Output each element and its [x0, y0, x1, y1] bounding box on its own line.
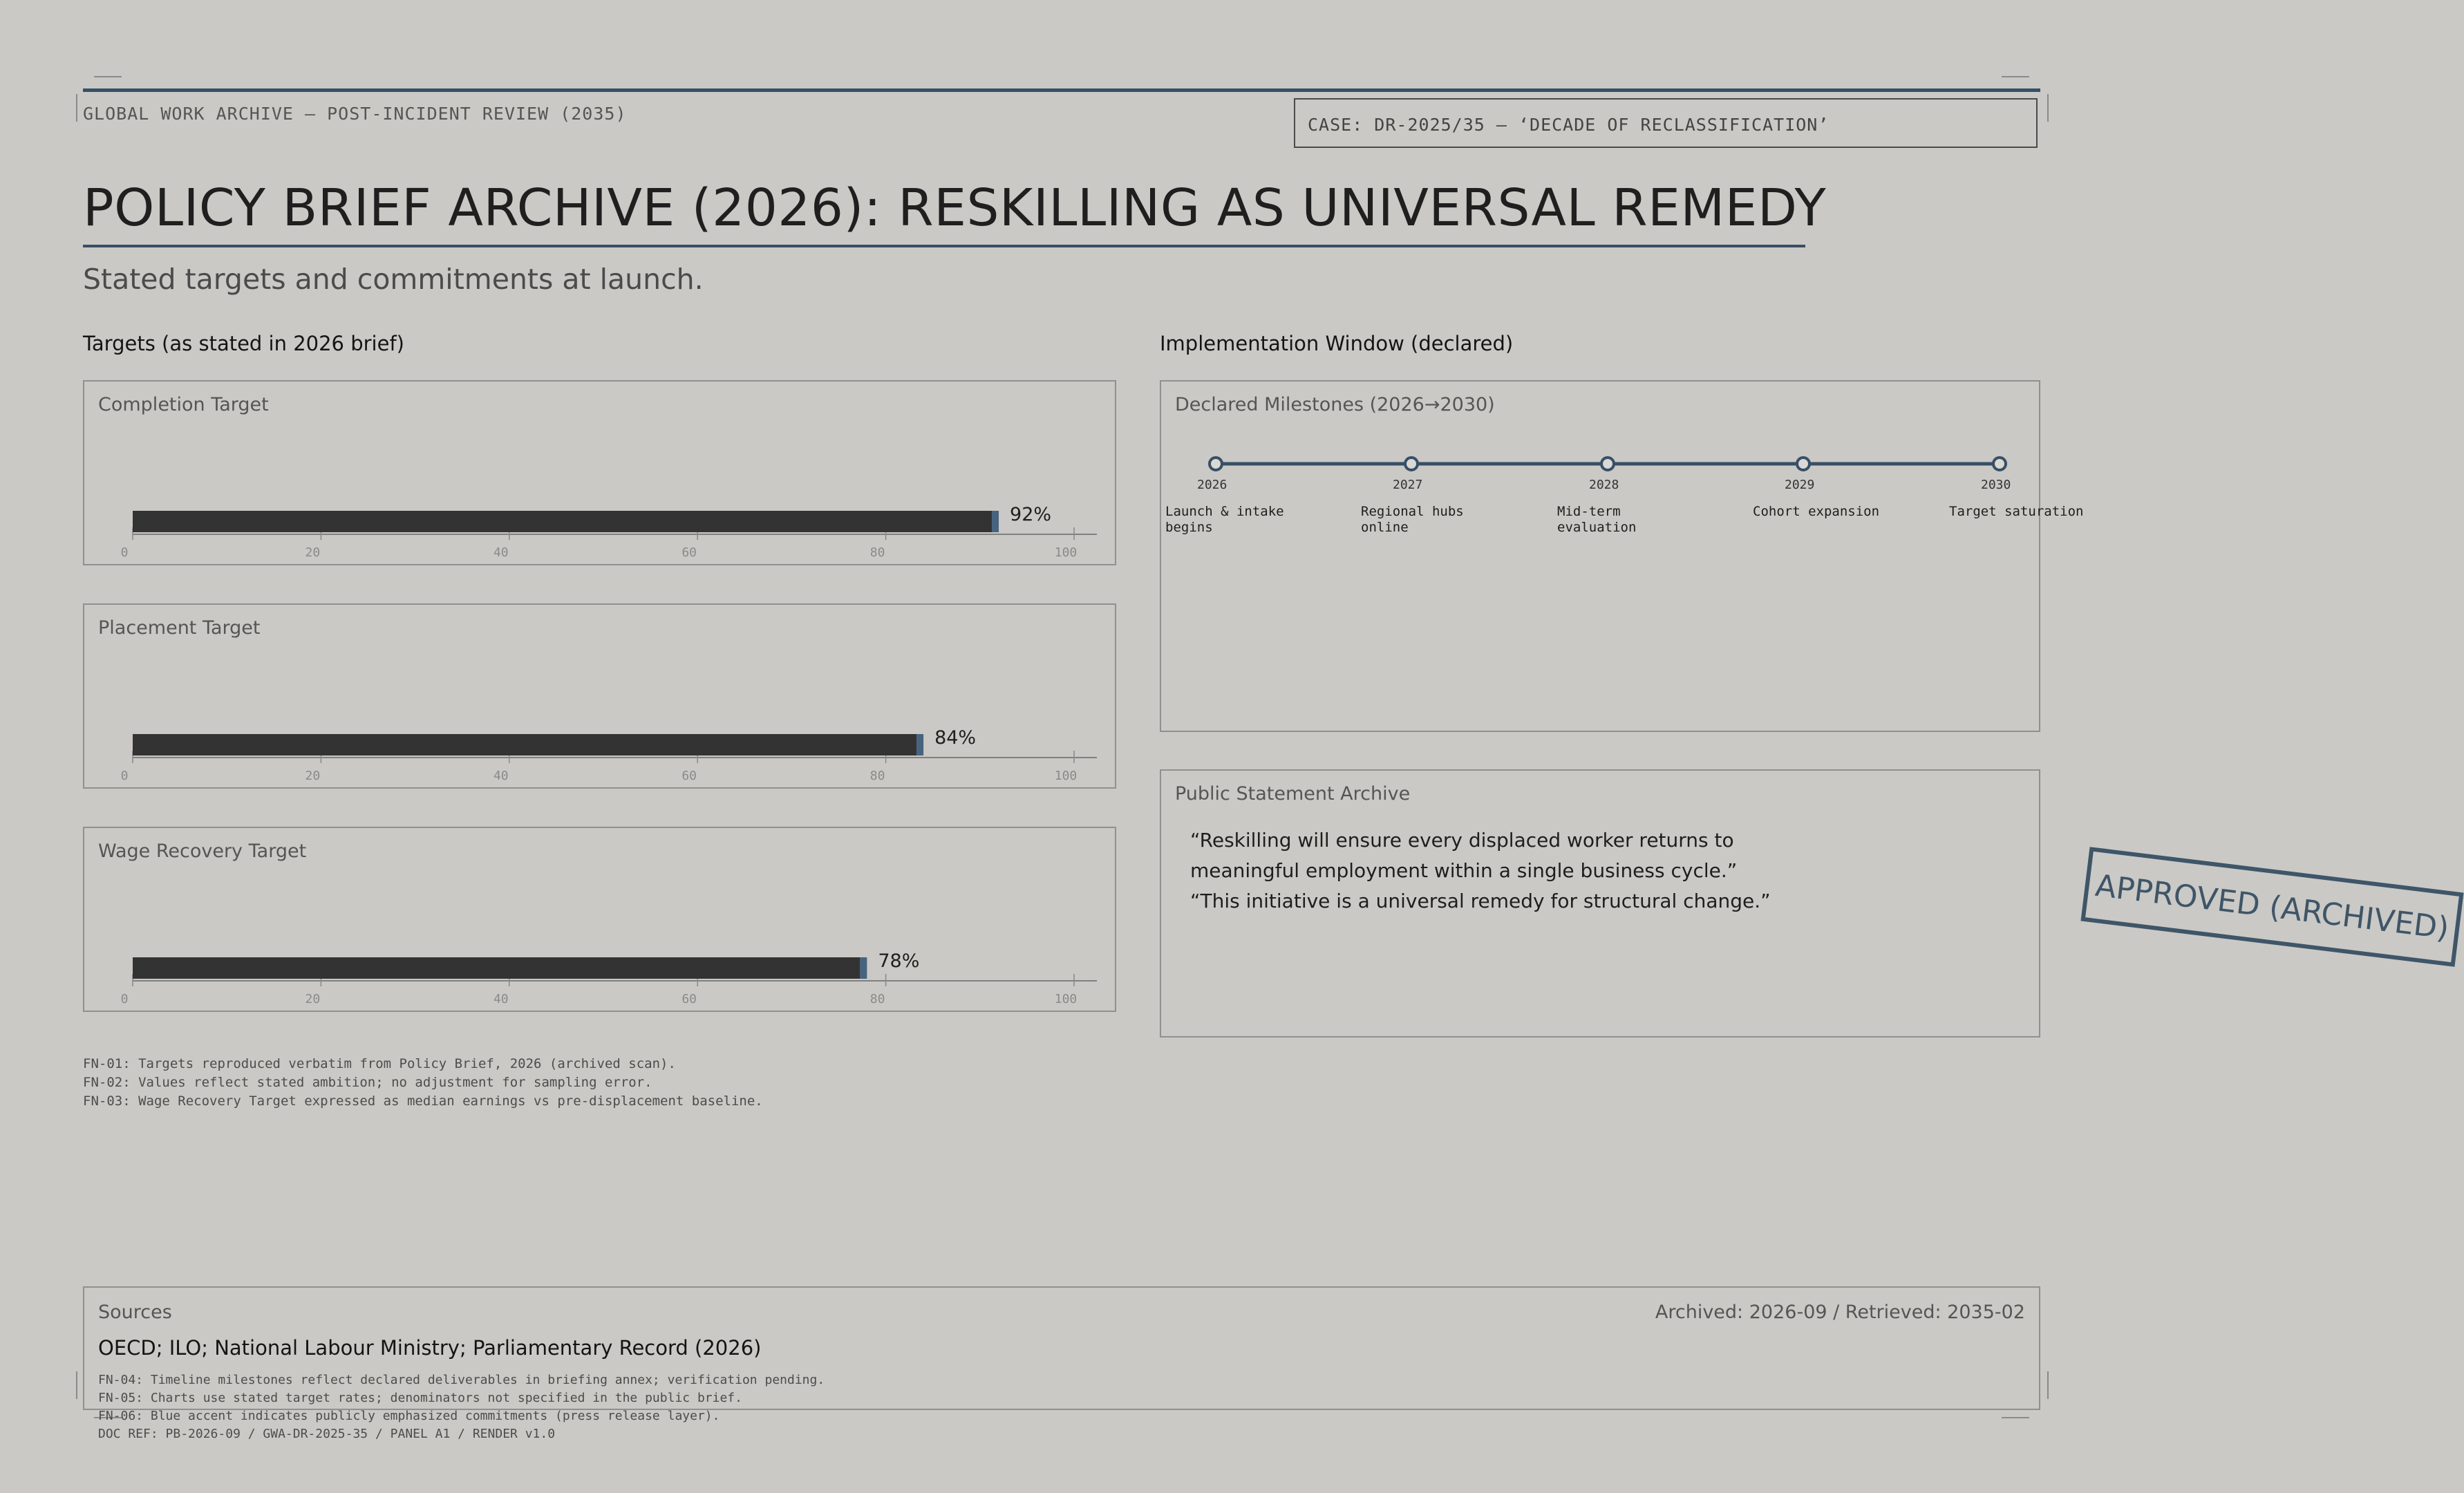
milestone-year: 2029: [1785, 478, 1815, 492]
title-underline: [83, 245, 1805, 247]
tick-label: 0: [120, 769, 129, 783]
value-label: 84%: [934, 727, 977, 749]
quote-line: “Reskilling will ensure every displaced worker returns to: [1190, 829, 1734, 852]
milestone-year: 2028: [1589, 478, 1619, 492]
corner-mark: [94, 76, 122, 77]
tick-label: 80: [869, 992, 885, 1006]
corner-mark: [2047, 94, 2049, 122]
milestone-marker: [1405, 458, 1418, 470]
page-title: POLICY BRIEF ARCHIVE (2026): RESKILLING AS UNIVERSAL REMEDY: [83, 178, 1827, 238]
completion-target-panel: [83, 380, 1116, 565]
approved-stamp: APPROVED (ARCHIVED): [2080, 847, 2463, 967]
footnote: FN-03: Wage Recovery Target expressed as median earnings vs pre-displacement baseline.: [83, 1093, 763, 1109]
footnote: FN-05: Charts use stated target rates; denominators not specified in the public brief.: [98, 1391, 742, 1405]
milestone-marker: [1797, 458, 1809, 470]
wage-recovery-target-chart: [84, 828, 1118, 1013]
implementation-heading: Implementation Window (declared): [1160, 332, 1514, 355]
milestone-label: Mid-term evaluation: [1557, 504, 1637, 535]
tick-label: 20: [305, 545, 321, 560]
milestone-marker: [1210, 458, 1222, 470]
footnote: FN-02: Values reflect stated ambition; no adjustment for sampling error.: [83, 1075, 652, 1090]
tick-label: 40: [493, 769, 509, 783]
top-rule: [83, 88, 2040, 92]
quote-line: “This initiative is a universal remedy for structural change.”: [1190, 890, 1771, 912]
sources-label: Sources: [98, 1302, 172, 1323]
milestone-label: Regional hubs online: [1361, 504, 1464, 535]
footnote: FN-01: Targets reproduced verbatim from Policy Brief, 2026 (archived scan).: [83, 1056, 676, 1071]
doc-reference: DOC REF: PB-2026-09 / GWA-DR-2025-35 / PANEL A1 / RENDER v1.0: [98, 1427, 556, 1441]
footnotes: [83, 1055, 763, 1111]
statement-panel: [1160, 769, 2452, 1037]
tick-label: 60: [681, 992, 697, 1006]
footnote: FN-06: Blue accent indicates publicly emphasized commitments (press release layer).: [98, 1409, 720, 1423]
milestone-year: 2027: [1393, 478, 1423, 492]
sources-text: OECD; ILO; National Labour Ministry; Parliamentary Record (2026): [98, 1336, 762, 1360]
milestones-panel: [1160, 380, 2084, 732]
milestone-label: Launch & intake begins: [1165, 504, 1284, 535]
tick-label: 100: [1054, 992, 1078, 1006]
completion-target-chart: [84, 382, 1118, 567]
tick-label: 20: [305, 992, 321, 1006]
chart-title: Completion Target: [98, 394, 269, 415]
tick-label: 80: [869, 545, 885, 560]
placement-target-panel: [83, 603, 1116, 789]
milestone-marker: [1993, 458, 2006, 470]
target-bar: [133, 957, 860, 979]
milestones-title: Declared Milestones (2026→2030): [1175, 394, 1495, 415]
statement-title: Public Statement Archive: [1175, 783, 1411, 805]
quote-line: meaningful employment within a single business cycle.”: [1190, 859, 1738, 882]
tick-label: 60: [681, 769, 697, 783]
tick-label: 0: [120, 545, 129, 560]
milestone-year: 2026: [1197, 478, 1228, 492]
chart-title: Placement Target: [98, 617, 261, 639]
bottom-footnotes: [98, 1371, 825, 1443]
corner-mark: [2002, 76, 2029, 77]
corner-mark: [76, 1371, 77, 1399]
milestone-year: 2030: [1981, 478, 2011, 492]
archive-date: Archived: 2026-09 / Retrieved: 2035-02: [1655, 1302, 2025, 1323]
corner-mark: [2047, 1371, 2049, 1399]
tick-label: 40: [493, 992, 509, 1006]
target-bar: [133, 511, 992, 532]
footnote: FN-04: Timeline milestones reflect declared deliverables in briefing annex; verification pending.: [98, 1373, 825, 1387]
archive-label: GLOBAL WORK ARCHIVE — POST-INCIDENT REVIEW (2035): [83, 104, 627, 124]
value-label: 92%: [1010, 504, 1052, 525]
milestone-timeline: [1161, 382, 2042, 733]
value-label: 78%: [878, 950, 920, 972]
case-label: CASE: DR-2025/35 — ‘DECADE OF RECLASSIFICATION’: [1308, 115, 1830, 135]
target-bar-accent: [992, 511, 999, 532]
milestone-label: Target saturation: [1949, 504, 2084, 519]
tick-label: 80: [869, 769, 885, 783]
tick-label: 100: [1054, 769, 1078, 783]
tick-label: 40: [493, 545, 509, 560]
chart-title: Wage Recovery Target: [98, 841, 307, 862]
target-bar-accent: [916, 734, 923, 755]
corner-mark: [76, 94, 77, 122]
targets-heading: Targets (as stated in 2026 brief): [83, 332, 404, 355]
tick-label: 20: [305, 769, 321, 783]
tick-label: 100: [1054, 545, 1078, 560]
target-bar: [133, 734, 916, 755]
case-box: [1294, 98, 2038, 148]
wage-recovery-target-panel: [83, 827, 1116, 1012]
placement-target-chart: [84, 605, 1118, 790]
milestone-marker: [1601, 458, 1614, 470]
corner-mark: [2002, 1417, 2029, 1418]
tick-label: 0: [120, 992, 129, 1006]
target-bar-accent: [860, 957, 867, 979]
tick-label: 60: [681, 545, 697, 560]
page-subtitle: Stated targets and commitments at launch.: [83, 263, 704, 296]
milestone-label: Cohort expansion: [1753, 504, 1880, 519]
